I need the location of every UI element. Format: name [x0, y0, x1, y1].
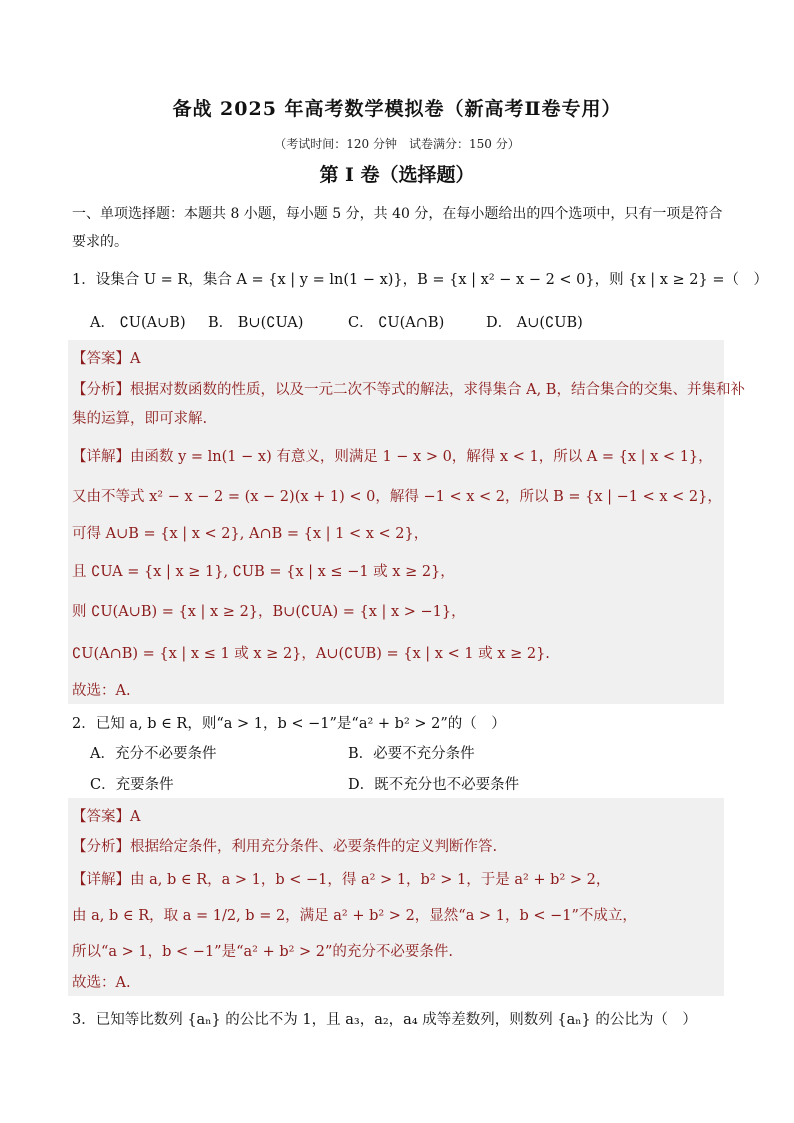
q1-detail-6: ∁U(A∩B) = {x | x ≤ 1 或 x ≥ 2}，A∪(∁UB) = {x | x < 1 或 x ≥ 2}.	[72, 646, 550, 662]
q1-option-d: D． A∪(∁UB)	[486, 315, 583, 331]
q1-option-a: A． ∁U(A∪B)	[90, 315, 186, 331]
q2-solution-block	[68, 798, 724, 996]
q2-stem: 2．已知 a, b ∈ R，则“a > 1，b < −1”是“a² + b² > 2”的（ ）	[72, 716, 506, 732]
q1-option-c: C． ∁U(A∩B)	[348, 315, 445, 331]
q2-answer: 【答案】A	[72, 809, 141, 825]
q1-stem: 1．设集合 U = R，集合 A = {x | y = ln(1 − x)}，B = {x | x² − x − 2 < 0}，则 {x | x ≥ 2} =（ ）	[72, 272, 768, 288]
exam-info: （考试时间：120 分钟 试卷满分：150 分）	[274, 137, 520, 151]
q2-detail-1: 【详解】由 a, b ∈ R，a > 1，b < −1，得 a² > 1，b² > 1，于是 a² + b² > 2，	[72, 872, 611, 888]
q2-choice: 故选：A.	[72, 975, 131, 991]
q1-choice: 故选：A.	[72, 683, 131, 699]
q1-detail-1: 【详解】由函数 y = ln(1 − x) 有意义，则满足 1 − x > 0，解得 x < 1，所以 A = {x | x < 1}，	[72, 449, 713, 465]
q2-detail-3: 所以“a > 1，b < −1”是“a² + b² > 2”的充分不必要条件.	[72, 944, 454, 960]
q1-detail-4: 且 ∁UA = {x | x ≥ 1}, ∁UB = {x | x ≤ −1 或 x ≥ 2}，	[72, 564, 455, 580]
section-title: 第 I 卷（选择题）	[319, 164, 475, 186]
q1-option-b: B． B∪(∁UA)	[208, 315, 304, 331]
q1-detail-2: 又由不等式 x² − x − 2 = (x − 2)(x + 1) < 0，解得 −1 < x < 2，所以 B = {x | −1 < x < 2}，	[72, 489, 722, 505]
q2-option-d: D．既不充分也不必要条件	[348, 777, 520, 793]
exam-title: 备战 2025 年高考数学模拟卷（新高考Ⅱ卷专用）	[172, 98, 622, 120]
q2-analysis: 【分析】根据给定条件，利用充分条件、必要条件的定义判断作答.	[72, 839, 498, 855]
q1-detail-5: 则 ∁U(A∪B) = {x | x ≥ 2}，B∪(∁UA) = {x | x > −1}，	[72, 604, 466, 620]
q1-analysis-cont: 集的运算，即可求解.	[72, 411, 208, 427]
q1-answer: 【答案】A	[72, 351, 141, 367]
q1-analysis: 【分析】根据对数函数的性质，以及一元二次不等式的解法，求得集合 A, B，结合集合的交集、并集和补	[72, 382, 745, 398]
q2-option-c: C．充要条件	[90, 777, 174, 793]
q2-detail-2: 由 a, b ∈ R，取 a = 1/2, b = 2，满足 a² + b² > 2，显然“a > 1，b < −1”不成立，	[72, 908, 637, 924]
q2-option-b: B．必要不充分条件	[348, 746, 475, 762]
q2-option-a: A．充分不必要条件	[90, 746, 217, 762]
section-instructions: 一、单项选择题：本题共 8 小题，每小题 5 分，共 40 分，在每小题给出的四个选项中，只有一项是符合要求的。	[72, 206, 723, 250]
q3-stem: 3．已知等比数列 {aₙ} 的公比不为 1，且 a₃，a₂，a₄ 成等差数列，则数列 {aₙ} 的公比为（ ）	[72, 1012, 697, 1028]
q1-detail-3: 可得 A∪B = {x | x < 2}, A∩B = {x | 1 < x < 2}，	[72, 526, 429, 542]
